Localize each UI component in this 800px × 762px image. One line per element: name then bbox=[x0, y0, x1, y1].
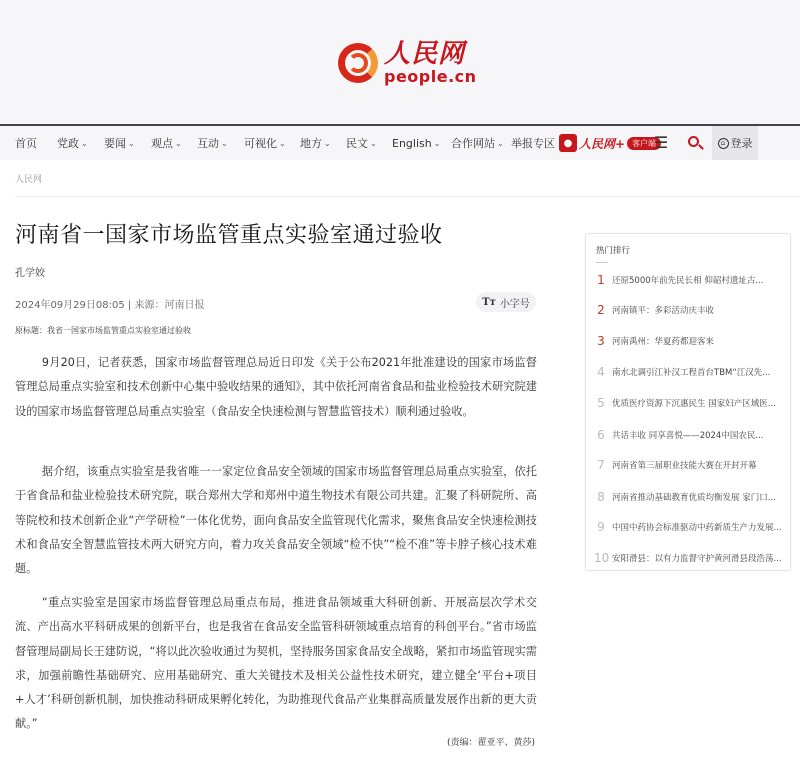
nav-item-local[interactable] bbox=[300, 126, 331, 160]
chevron-down-icon: ⌄ bbox=[324, 138, 331, 148]
nav-item-interact[interactable] bbox=[197, 126, 228, 160]
nav-item-partners[interactable] bbox=[451, 126, 504, 160]
hot-item-link[interactable]: 河南省第三届职业技能大赛在开封开幕 bbox=[612, 461, 757, 471]
nav-item-party-gov[interactable] bbox=[57, 126, 88, 160]
hot-ranking-title: 热门排行 bbox=[596, 246, 631, 256]
hot-item-link[interactable]: 共话丰收 同享喜悦——2024中国农民... bbox=[612, 431, 764, 441]
people-plus-app-link[interactable] bbox=[559, 126, 661, 160]
hot-item-link[interactable]: 河南禹州：华夏药都迎客来 bbox=[612, 337, 715, 347]
nav-label: English bbox=[392, 136, 432, 150]
rank-number: 10 bbox=[594, 551, 610, 565]
nav-label: 合作网站 bbox=[451, 137, 495, 150]
font-size-icon: Tт bbox=[482, 296, 496, 308]
rank-number: 4 bbox=[597, 365, 605, 379]
user-icon: ⌂ bbox=[718, 138, 729, 149]
article-paragraph: “重点实验室是国家市场监督管理总局重点布局，推进食品领域重大科研创新、开展高层次学术交流、产出高水平科研成果的创新平台，也是我省在食品安全监管科研领域重点培育的科创平台。”省市场监督管理局副局长王建防说，“将以此次验收通过为契机，坚持服务国家食品安全战略，紧扣市场监管现实需求，加强前瞻性基础研究、应用基础研究、重大关键技术及相关公益性技术研究，建立健全‘平台+项目+人才’科研创新机制，加快推动科研成果孵化转化，为助推现代食品产业集群高质量发展作出新的更大贡献。” bbox=[15, 596, 537, 731]
rank-number: 8 bbox=[597, 490, 605, 504]
nav-item-ethnic[interactable] bbox=[346, 126, 377, 160]
chevron-down-icon: ⌄ bbox=[81, 138, 88, 148]
rank-number: 7 bbox=[597, 458, 605, 472]
hot-item-link[interactable]: 南水北调引江补汉工程首台TBM“江汉先... bbox=[612, 368, 771, 378]
article-title: 河南省一国家市场监管重点实验室通过验收 bbox=[15, 223, 443, 248]
hot-item-4[interactable] bbox=[594, 364, 786, 380]
article-paragraph: 据介绍，该重点实验室是我省唯一一家定位食品安全领域的国家市场监督管理总局重点实验室，依托于省食品和盐业检验技术研究院，联合郑州大学和郑州中道生物技术有限公司共建。汇聚了科研院所、高等院校和技术创新企业“产学研检”一体化优势，面向食品安全监管现代化需求，聚焦食品安全快速检测技术和食品安全智慧监管技术两大研究方向，着力攻关食品安全领域“检不快”“检不准”等卡脖子核心技术难题。 bbox=[15, 465, 537, 576]
search-icon[interactable] bbox=[686, 134, 704, 152]
nav-label: 举报专区 bbox=[511, 137, 555, 150]
nav-item-news[interactable] bbox=[104, 126, 135, 160]
hot-item-5[interactable] bbox=[594, 395, 786, 411]
hot-item-7[interactable] bbox=[594, 457, 786, 473]
nav-item-home[interactable] bbox=[15, 126, 37, 160]
nav-label: 民文 bbox=[346, 137, 368, 150]
chevron-down-icon: ⌄ bbox=[221, 138, 228, 148]
nav-item-english[interactable] bbox=[392, 126, 440, 160]
article-meta: 2024年09月29日08:05 | 来源：河南日报 bbox=[15, 300, 205, 311]
hot-item-2[interactable] bbox=[594, 302, 786, 318]
hot-item-link[interactable]: 安阳滑县：以有力监督守护黄河滑县段浩荡... bbox=[612, 554, 782, 564]
app-name: 人民网+ bbox=[579, 136, 626, 151]
hot-item-link[interactable]: 还原5000年前先民长相 仰韶村遗址古... bbox=[612, 276, 764, 286]
nav-label: 观点 bbox=[151, 137, 173, 150]
article-author: 孔学姣 bbox=[15, 268, 45, 279]
hot-item-link[interactable]: 河南省推动基础教育优质均衡发展 家门口... bbox=[612, 493, 776, 503]
chevron-down-icon: ⌄ bbox=[433, 138, 441, 148]
hot-item-link[interactable]: 优质医疗资源下沉惠民生 国家妇产区域医... bbox=[612, 399, 776, 409]
nav-label: 首页 bbox=[15, 137, 37, 150]
nav-label: 党政 bbox=[57, 137, 79, 150]
font-size-toggle-button[interactable] bbox=[476, 292, 536, 312]
logo-chinese-text: 人民网 bbox=[384, 39, 466, 69]
nav-item-report[interactable] bbox=[511, 126, 555, 160]
rank-number: 2 bbox=[597, 303, 605, 317]
main-nav bbox=[0, 124, 800, 160]
hot-item-3[interactable] bbox=[594, 333, 786, 349]
client-badge: 客户端 bbox=[627, 137, 661, 150]
hot-item-link[interactable]: 中国中药协会标准驱动中药新质生产力发展... bbox=[612, 523, 782, 533]
logo-swirl-icon bbox=[338, 43, 378, 83]
hot-item-10[interactable] bbox=[594, 550, 786, 566]
people-app-icon: ● bbox=[559, 134, 577, 152]
rank-number: 6 bbox=[597, 428, 605, 442]
rank-number: 1 bbox=[597, 273, 605, 287]
chevron-down-icon: ⌄ bbox=[279, 138, 286, 148]
chevron-down-icon: ⌄ bbox=[497, 138, 504, 148]
article-paragraph: 9月20日，记者获悉，国家市场监督管理总局近日印发《关于公布2021年批准建设的国家市场监督管理总局重点实验室和技术创新中心集中验收结果的通知》，其中依托河南省食品和盐业检验技术研究院建设的国家市场监督管理总局重点实验室（食品安全快速检测与智慧监管技术）顺利通过验收。 bbox=[15, 356, 537, 418]
rank-number: 9 bbox=[597, 520, 605, 534]
hot-ranking-panel bbox=[585, 233, 791, 571]
hot-ranking-underline bbox=[596, 262, 608, 263]
login-label: 登录 bbox=[730, 137, 753, 150]
chevron-down-icon: ⌄ bbox=[370, 138, 377, 148]
rank-number: 3 bbox=[597, 334, 605, 348]
chevron-down-icon: ⌄ bbox=[175, 138, 182, 148]
hot-item-8[interactable] bbox=[594, 489, 786, 505]
logo-english-text: people.cn bbox=[384, 67, 477, 86]
font-size-label: 小字号 bbox=[499, 298, 530, 310]
people-cn-logo[interactable] bbox=[338, 34, 478, 92]
hot-item-9[interactable] bbox=[594, 519, 786, 535]
nav-label: 可视化 bbox=[244, 137, 277, 150]
article-editor: (责编：翟亚平、黄莎) bbox=[446, 738, 535, 748]
breadcrumb-divider bbox=[15, 196, 800, 197]
nav-label: 要闻 bbox=[104, 137, 126, 150]
hamburger-menu-icon[interactable]: ☰ bbox=[653, 133, 669, 152]
nav-item-opinion[interactable] bbox=[151, 126, 182, 160]
original-title: 原标题：我省一国家市场监管重点实验室通过验收 bbox=[15, 326, 191, 335]
hot-item-1[interactable] bbox=[594, 272, 786, 288]
nav-label: 互动 bbox=[197, 137, 219, 150]
login-button[interactable] bbox=[712, 126, 758, 160]
chevron-down-icon: ⌄ bbox=[128, 138, 135, 148]
masthead bbox=[0, 0, 800, 124]
breadcrumb-home-link[interactable]: 人民网 bbox=[15, 175, 43, 185]
rank-number: 5 bbox=[597, 396, 605, 410]
hot-item-6[interactable] bbox=[594, 427, 786, 443]
nav-item-visual[interactable] bbox=[244, 126, 286, 160]
nav-label: 地方 bbox=[300, 137, 322, 150]
hot-item-link[interactable]: 河南镇平：多彩活动庆丰收 bbox=[612, 306, 715, 316]
